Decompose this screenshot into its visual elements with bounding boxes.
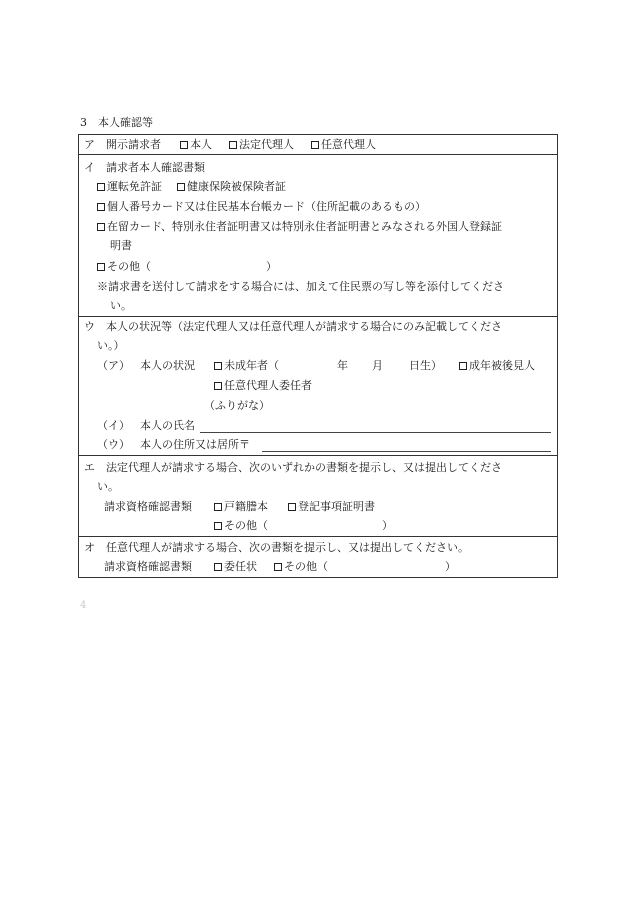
row-divider	[78, 536, 558, 537]
row-divider	[78, 316, 558, 317]
checkbox-other-doc[interactable]: その他（	[97, 260, 151, 274]
name-prefix: （イ）	[97, 419, 130, 432]
checkbox-residence-card[interactable]: 在留カード、特別永住者証明書又は特別永住者証明書とみなされる外国人登録証	[97, 220, 502, 234]
status-prefix: （ア）	[97, 359, 130, 372]
id-docs-line1	[97, 180, 286, 194]
legal-agent-docs-title: エ 法定代理人が請求する場合、次のいずれかの書類を提示し、又は提出してくださ	[84, 461, 502, 474]
requester-label: ア 開示請求者	[84, 138, 161, 151]
checkbox-mynumber-card[interactable]: 個人番号カード又は住民基本台帳カード（住所記載のあるもの）	[97, 200, 426, 214]
furigana-label: （ふりがな）	[204, 399, 270, 412]
checkbox-minor[interactable]: 未成年者（	[214, 359, 279, 373]
legal-other-close: ）	[382, 519, 393, 532]
checkbox-legal-other[interactable]: その他（	[214, 519, 268, 533]
address-field[interactable]	[262, 451, 551, 452]
row-divider	[78, 154, 558, 155]
section-heading: 3 本人確認等	[80, 116, 153, 129]
status-label: 本人の状況	[140, 359, 195, 372]
checkbox-registry-certificate[interactable]: 登記事項証明書	[288, 500, 375, 514]
checkbox-legal-agent[interactable]: 法定代理人	[229, 138, 294, 151]
requester-row	[84, 138, 376, 152]
checkbox-health-insurance[interactable]: 健康保険被保険者証	[177, 180, 286, 193]
page-mark: 4	[80, 600, 87, 611]
checkbox-voluntary-other[interactable]: その他（	[274, 560, 328, 574]
voluntary-qualification-label: 請求資格確認書類	[104, 560, 192, 573]
birth-month-label: 月	[372, 359, 383, 372]
address-label: 本人の住所又は居所〒	[140, 438, 250, 451]
residence-card-cont: 明書	[110, 239, 132, 252]
birth-day-label: 日生）	[409, 359, 442, 372]
mailing-note: ※請求書を送付して請求をする場合には、加えて住民票の写し等を添付してくださ	[97, 280, 504, 293]
name-field[interactable]	[200, 432, 551, 433]
checkbox-adult-ward[interactable]: 成年被後見人	[459, 359, 535, 373]
checkbox-drivers-license[interactable]: 運転免許証	[97, 180, 162, 193]
legal-qualification-label: 請求資格確認書類	[104, 500, 192, 513]
checkbox-principal-delegator[interactable]: 任意代理人委任者	[214, 379, 312, 393]
other-doc-close: ）	[266, 260, 277, 273]
checkbox-power-of-attorney[interactable]: 委任状	[214, 560, 257, 574]
row-divider	[78, 455, 558, 456]
checkbox-family-register[interactable]: 戸籍謄本	[214, 500, 268, 514]
name-label: 本人の氏名	[140, 419, 195, 432]
voluntary-other-close: ）	[445, 560, 456, 573]
voluntary-agent-docs-title: オ 任意代理人が請求する場合、次の書類を提示し、又は提出してください。	[84, 541, 469, 554]
checkbox-voluntary-agent[interactable]: 任意代理人	[311, 138, 376, 151]
mailing-note-cont: い。	[110, 299, 132, 312]
principal-status-title-cont: い。）	[97, 339, 125, 352]
legal-agent-docs-title-cont: い。	[97, 480, 119, 493]
principal-status-title: ウ 本人の状況等（法定代理人又は任意代理人が請求する場合にのみ記載してくださ	[84, 320, 502, 333]
checkbox-self[interactable]: 本人	[180, 138, 212, 151]
address-prefix: （ウ）	[97, 438, 130, 451]
id-docs-title: イ 請求者本人確認書類	[84, 161, 205, 174]
birth-year-label: 年	[337, 359, 348, 372]
